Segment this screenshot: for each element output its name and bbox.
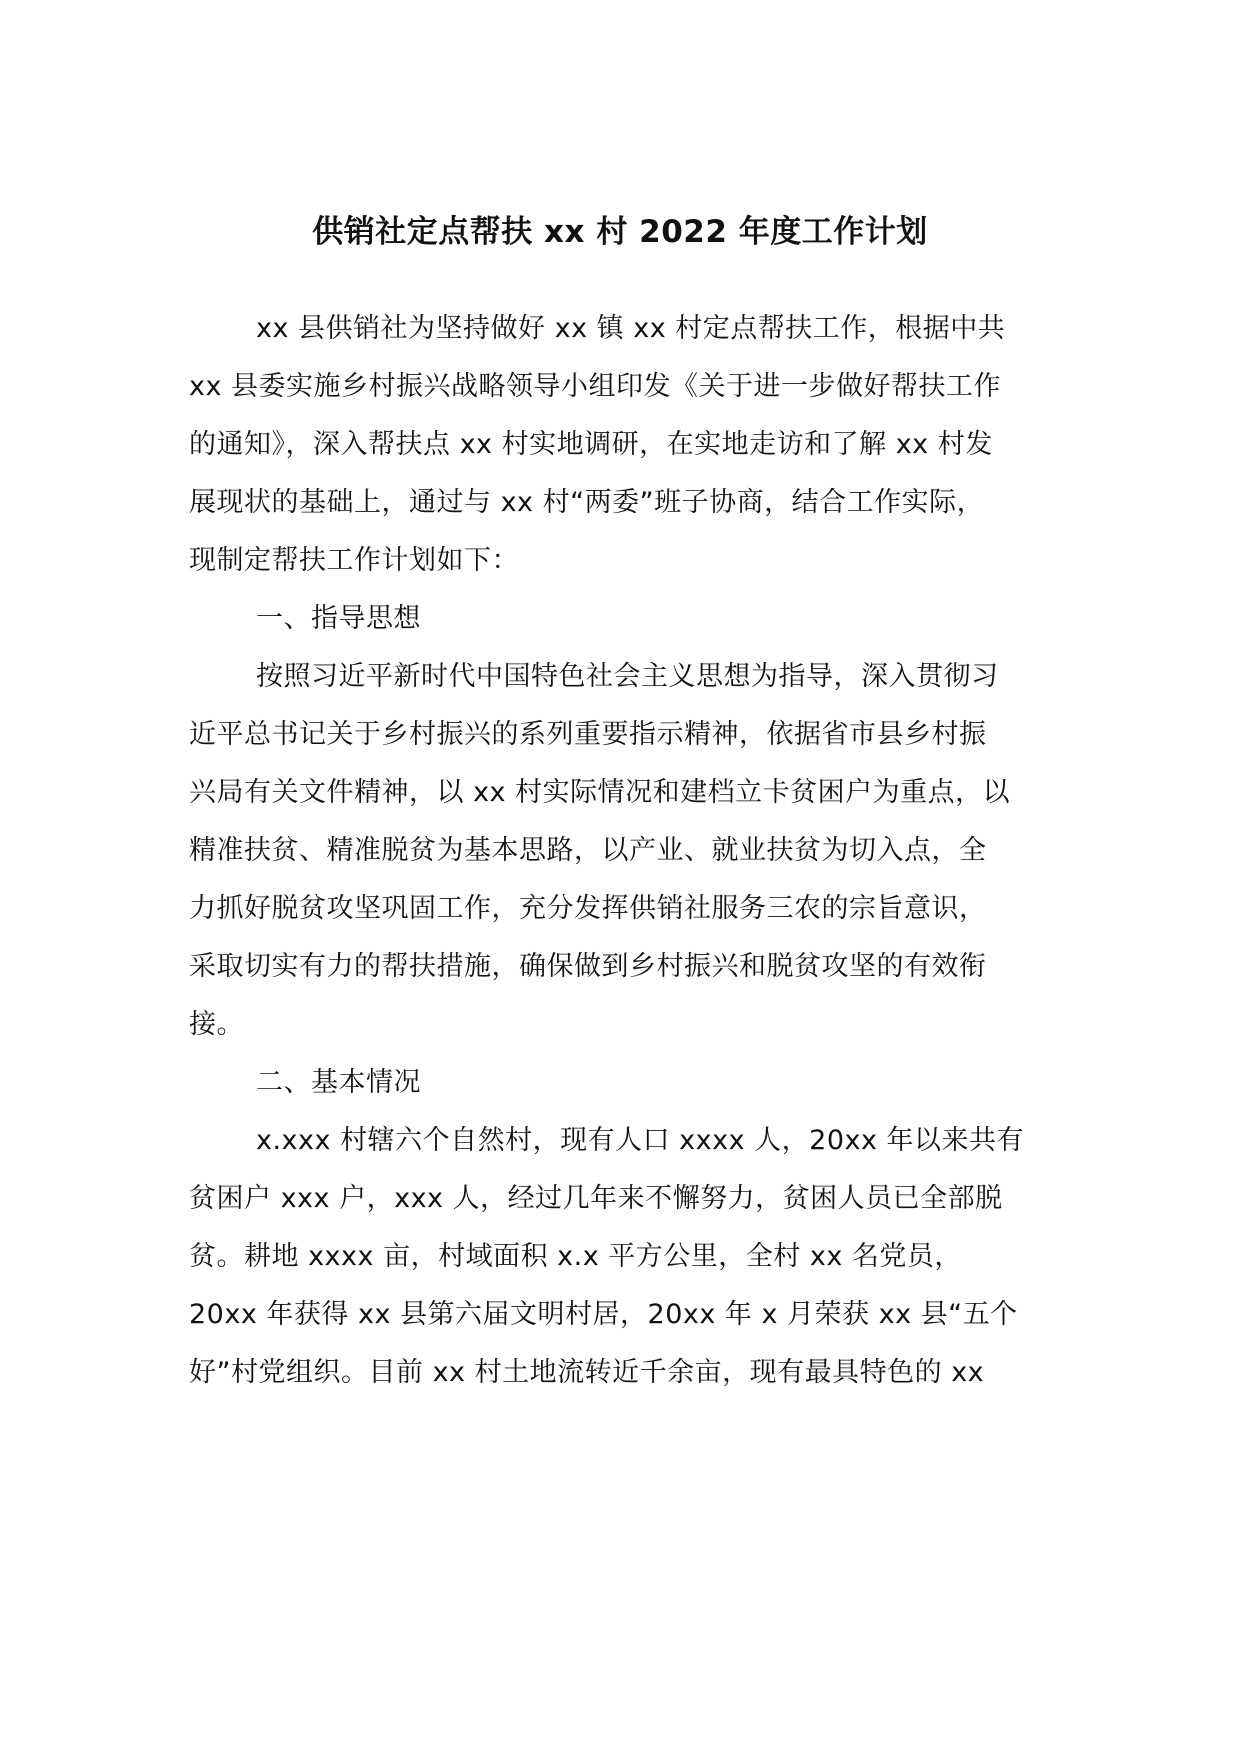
section-heading: 二、基本情况 — [256, 1067, 421, 1098]
paragraph-line: 力抓好脱贫攻坚巩固工作，充分发挥供销社服务三农的宗旨意识， — [189, 893, 987, 924]
paragraph-line: 贫困户 xxx 户，xxx 人，经过几年来不懈努力，贫困人员已全部脱 — [189, 1183, 1003, 1214]
paragraph-line: 精准扶贫、精准脱贫为基本思路，以产业、就业扶贫为切入点，全 — [189, 835, 987, 866]
paragraph-line: 按照习近平新时代中国特色社会主义思想为指导，深入贯彻习 — [256, 661, 999, 692]
paragraph-line: xx 县供销社为坚持做好 xx 镇 xx 村定点帮扶工作，根据中共 — [256, 313, 1006, 344]
paragraph-line: x.xxx 村辖六个自然村，现有人口 xxxx 人，20xx 年以来共有 — [256, 1125, 1025, 1156]
paragraph-line: 兴局有关文件精神，以 xx 村实际情况和建档立卡贫困户为重点，以 — [189, 777, 1011, 808]
paragraph-line: 贫。耕地 xxxx 亩，村域面积 x.x 平方公里，全村 xx 名党员， — [189, 1241, 962, 1272]
paragraph-line: 好”村党组织。目前 xx 村土地流转近千余亩，现有最具特色的 xx — [189, 1357, 985, 1388]
paragraph-line: 现制定帮扶工作计划如下： — [189, 545, 519, 576]
section-heading: 一、指导思想 — [256, 603, 421, 634]
paragraph-line: 20xx 年获得 xx 县第六届文明村居，20xx 年 x 月荣获 xx 县“五个 — [189, 1299, 1018, 1330]
paragraph-line: xx 县委实施乡村振兴战略领导小组印发《关于进一步做好帮扶工作 — [189, 371, 1002, 402]
paragraph-line: 采取切实有力的帮扶措施，确保做到乡村振兴和脱贫攻坚的有效衔 — [189, 951, 987, 982]
paragraph-line: 的通知》，深入帮扶点 xx 村实地调研，在实地走访和了解 xx 村发 — [189, 429, 993, 460]
paragraph-line: 展现状的基础上，通过与 xx 村“两委”班子协商，结合工作实际， — [189, 487, 985, 518]
paragraph-line: 接。 — [189, 1009, 244, 1040]
document-title: 供销社定点帮扶 xx 村 2022 年度工作计划 — [312, 214, 928, 250]
paragraph-line: 近平总书记关于乡村振兴的系列重要指示精神，依据省市县乡村振 — [189, 719, 987, 750]
